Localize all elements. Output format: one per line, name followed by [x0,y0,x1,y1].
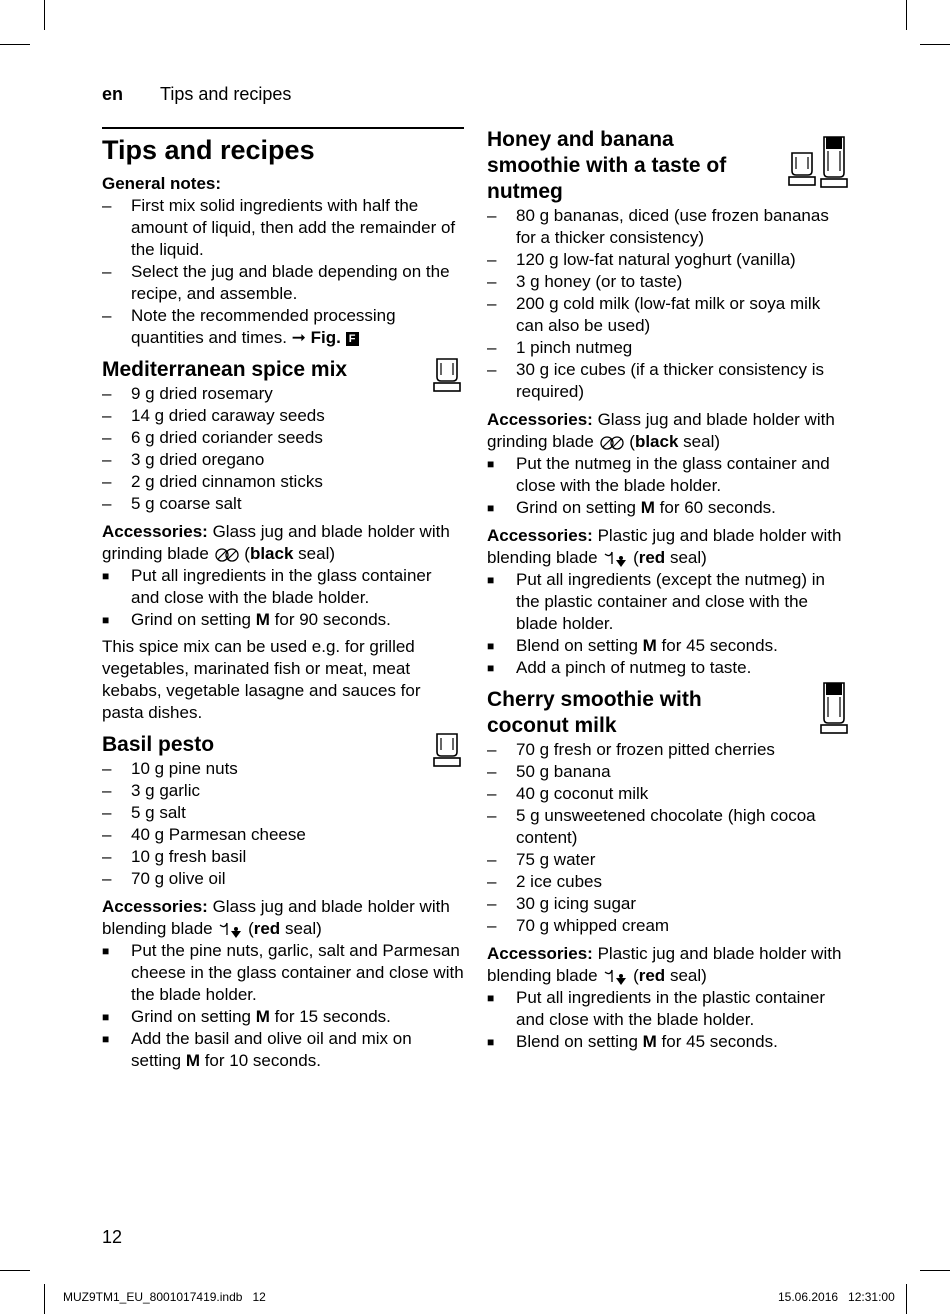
list-item: – 5 g coarse salt [102,493,464,515]
list-item: – 3 g garlic [102,780,464,802]
plastic-jug-icon [819,135,849,189]
page-number: 12 [102,1227,123,1247]
accessories: Accessories: Glass jug and blade holder with blending blade (red seal) [102,897,450,938]
list-item: – 1 pinch nutmeg [487,337,849,359]
recipe-basil-pesto [102,732,464,1072]
list-item: ■ Add a pinch of nutmeg to taste. [487,657,849,679]
list-item: – 30 g icing sugar [487,893,849,915]
print-date: 15.06.2016 12:31:00 [778,1290,895,1304]
list-item: – Select the jug and blade depending on the recipe, and assemble. [102,261,464,305]
general-notes-list [102,195,464,349]
general-notes-heading: General notes: [102,174,222,193]
blending-blade-icon [217,921,243,939]
glass-jug-icon [787,151,817,187]
fig-letter: F [346,332,359,346]
list-item: – 200 g cold milk (low-fat milk or soya milk can also be used) [487,293,849,337]
list-item: ■ Blend on setting M for 45 seconds. [487,635,849,657]
list-item: ■ Put the nutmeg in the glass container and close with the blade holder. [487,453,849,497]
step-list [487,569,849,679]
list-item: ■ Put all ingredients (except the nutmeg) in the plastic container and close with the blade holder. [487,569,849,635]
list-item: – 70 g whipped cream [487,915,849,937]
accessories: Accessories: Plastic jug and blade holder with blending blade (red seal) [487,944,842,985]
header-language: en [102,84,124,104]
left-column [102,127,464,1072]
ingredient-list [487,739,849,937]
list-item: – 70 g olive oil [102,868,464,890]
list-item: – 2 g dried cinnamon sticks [102,471,464,493]
list-item: ■ Put the pine nuts, garlic, salt and Parmesan cheese in the glass container and close with the blade holder. [102,940,464,1006]
grinding-blade-icon [599,435,625,451]
header-title: Tips and recipes [160,84,292,104]
crop-mark [906,1284,907,1314]
accessories: Accessories: Plastic jug and blade holder with blending blade (red seal) [487,526,842,567]
ingredient-list [487,205,849,403]
fig-reference: Fig. [310,328,341,347]
step-list [102,565,464,631]
title-rule [102,127,464,129]
arrow-icon: ➞ [291,328,306,347]
crop-mark [0,44,30,45]
recipe-title: Mediterranean spice mix [102,358,348,381]
list-item: ■ Blend on setting M for 45 seconds. [487,1031,849,1053]
crop-mark [44,1284,45,1314]
list-item: – 50 g banana [487,761,849,783]
recipe-note: This spice mix can be used e.g. for grilled vegetables, marinated fish or meat, meat kebabs, vegetable lasagne and sauces for pasta dishes. [102,637,421,722]
step-list [487,987,849,1053]
list-item: ■ Grind on setting M for 90 seconds. [102,609,464,631]
list-item: – 6 g dried coriander seeds [102,427,464,449]
list-item: – 70 g fresh or frozen pitted cherries [487,739,849,761]
print-file-name: MUZ9TM1_EU_8001017419.indb 12 [63,1290,266,1304]
list-item: – 3 g dried oregano [102,449,464,471]
list-item: – 5 g unsweetened chocolate (high cocoa content) [487,805,849,849]
list-item: – 3 g honey (or to taste) [487,271,849,293]
ingredient-list [102,758,464,890]
list-item: ■ Add the basil and olive oil and mix on setting M for 10 seconds. [102,1028,464,1072]
step-list [487,453,849,519]
blending-blade-icon [602,968,628,986]
plastic-jug-icon [819,681,849,735]
list-item: – 2 ice cubes [487,871,849,893]
ingredient-list [102,383,464,515]
list-item: ■ Grind on setting M for 15 seconds. [102,1006,464,1028]
crop-mark [0,1270,30,1271]
list-item: – 40 g coconut milk [487,783,849,805]
list-item: – 14 g dried caraway seeds [102,405,464,427]
right-column [487,127,849,1053]
list-item: ■ Grind on setting M for 60 seconds. [487,497,849,519]
step-list [102,940,464,1072]
list-item: – 9 g dried rosemary [102,383,464,405]
crop-mark [906,0,907,30]
recipe-spice-mix [102,357,464,724]
recipe-title: Honey and banana smoothie with a taste of nutmeg [487,128,727,203]
accessories: Accessories: Glass jug and blade holder with grinding blade (black seal) [487,410,835,451]
crop-mark [920,1270,950,1271]
list-item: ■ Put all ingredients in the plastic container and close with the blade holder. [487,987,849,1031]
list-item: – 80 g bananas, diced (use frozen bananas for a thicker consistency) [487,205,849,249]
list-item: – 75 g water [487,849,849,871]
recipe-cherry-smoothie [487,687,849,1053]
grinding-blade-icon [214,547,240,563]
list-item: – 40 g Parmesan cheese [102,824,464,846]
crop-mark [44,0,45,30]
recipe-honey-banana [487,127,849,679]
blending-blade-icon [602,550,628,568]
crop-mark [920,44,950,45]
list-item: – 120 g low-fat natural yoghurt (vanilla) [487,249,849,271]
recipe-title: Basil pesto [102,733,215,756]
list-item: – 30 g ice cubes (if a thicker consistency is required) [487,359,849,403]
list-item: – 10 g pine nuts [102,758,464,780]
list-item: – 5 g salt [102,802,464,824]
recipe-title: Cherry smoothie with coconut milk [487,688,702,737]
accessories: Accessories: Glass jug and blade holder with grinding blade (black seal) [102,522,450,563]
list-item: – 10 g fresh basil [102,846,464,868]
list-item: ■ Put all ingredients in the glass container and close with the blade holder. [102,565,464,609]
list-item: – Note the recommended processing quantities and times. ➞ Fig. F [102,305,464,349]
list-item: – First mix solid ingredients with half the amount of liquid, then add the remainder of the liquid. [102,195,464,261]
page-title: Tips and recipes [102,135,315,165]
